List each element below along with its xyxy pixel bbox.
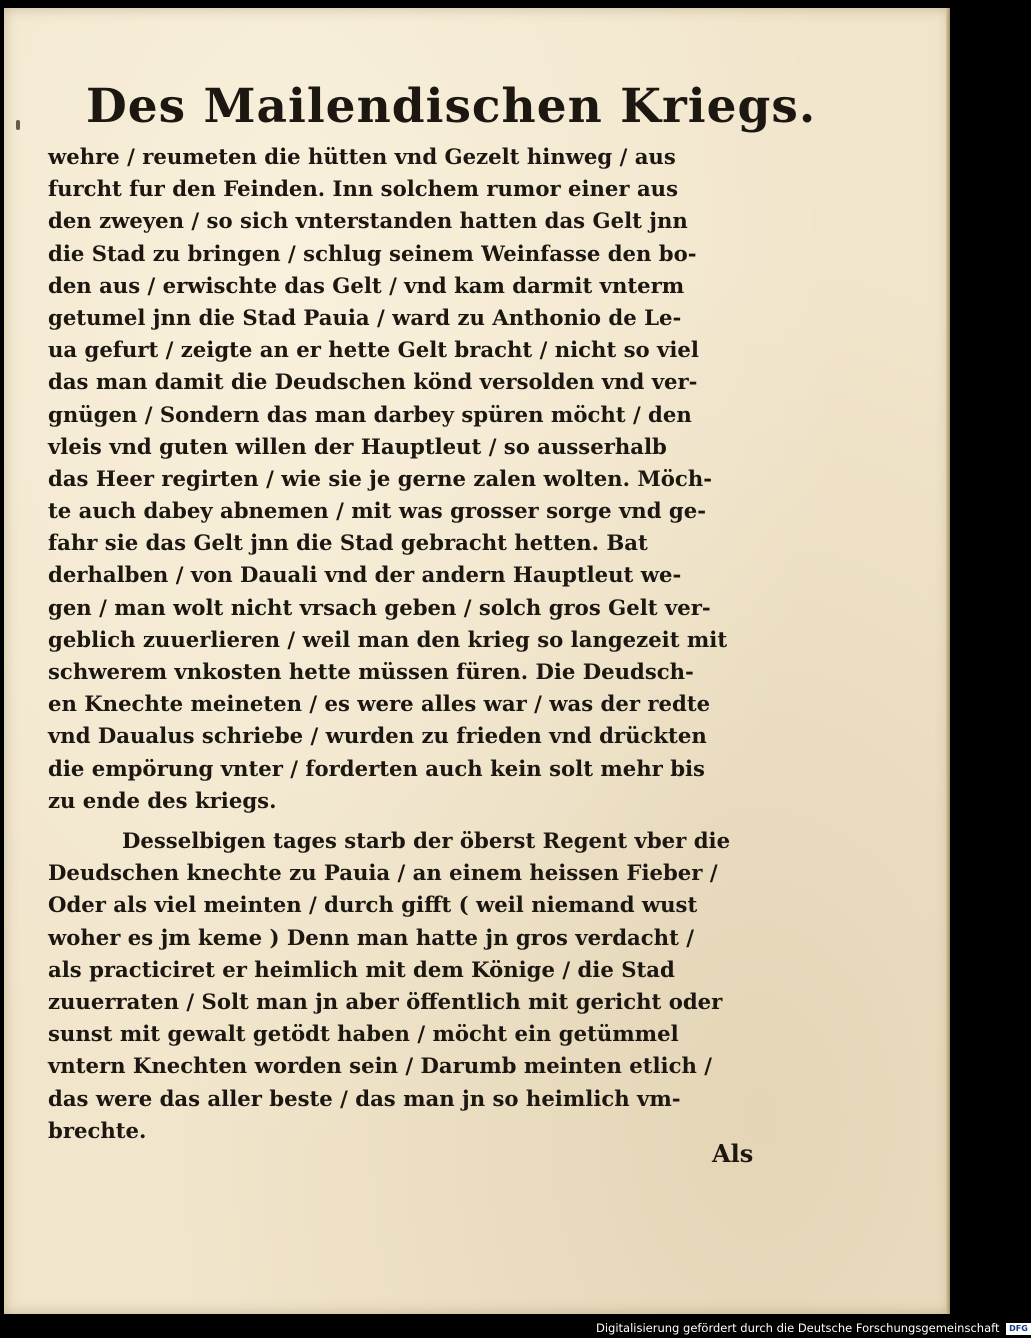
- text-line: te auch dabey abnemen / mit was grosser sorge vnd ge-: [48, 498, 706, 524]
- text-line: den zweyen / so sich vnterstanden hatten das Gelt jnn: [48, 208, 688, 234]
- paragraph-2: [48, 825, 768, 1147]
- book-page: [4, 8, 950, 1314]
- text-line: die Stad zu bringen / schlug seinem Weinfasse den bo-: [48, 240, 697, 266]
- text-line: als practiciret er heimlich mit dem Könige / die Stad: [48, 956, 675, 982]
- text-line: die empörung vnter / forderten auch kein solt mehr bis: [48, 755, 705, 781]
- text-line: zu ende des kriegs.: [48, 787, 277, 813]
- text-line: Oder als viel meinten / durch gifft ( weil niemand wust: [48, 892, 698, 918]
- text-line: derhalben / von Dauali vnd der andern Hauptleut we-: [48, 562, 682, 588]
- text-line: fahr sie das Gelt jnn die Stad gebracht hetten. Bat: [48, 530, 648, 556]
- text-line: ua gefurt / zeigte an er hette Gelt bracht / nicht so viel: [48, 337, 699, 363]
- dfg-logo-icon: DFG: [1006, 1323, 1031, 1335]
- running-title: Des Mailendischen Kriegs.: [86, 79, 817, 134]
- text-line: geblich zuuerlieren / weil man den krieg so langezeit mit: [48, 626, 728, 652]
- text-line: vleis vnd guten willen der Hauptleut / so ausserhalb: [48, 433, 667, 459]
- margin-mark: [16, 120, 20, 130]
- catchword: Als: [712, 1139, 754, 1168]
- text-line: den aus / erwischte das Gelt / vnd kam darmit vnterm: [48, 272, 685, 298]
- text-line: das were das aller beste / das man jn so heimlich vm-: [48, 1085, 681, 1111]
- text-line: getumel jnn die Stad Pauia / ward zu Anthonio de Le-: [48, 304, 682, 330]
- text-line: schwerem vnkosten hette müssen füren. Die Deudsch-: [48, 659, 694, 684]
- text-line: zuuerraten / Solt man jn aber öffentlich mit gericht oder: [48, 988, 723, 1014]
- text-line: Desselbigen tages starb der öberst Regent vber die: [122, 828, 731, 853]
- funding-credit-text: Digitalisierung gefördert durch die Deutsche Forschungsgemeinschaft: [596, 1321, 1000, 1335]
- text-line: vntern Knechten worden sein / Darumb meinten etlich /: [48, 1053, 713, 1079]
- text-line: furcht fur den Feinden. Inn solchem rumor einer aus: [48, 176, 679, 202]
- text-line: das man damit die Deudschen könd versolden vnd ver-: [48, 369, 698, 395]
- text-line: en Knechte meineten / es were alles war / was der redte: [48, 691, 711, 717]
- text-line: gen / man wolt nicht vrsach geben / solch gros Gelt ver-: [48, 594, 711, 620]
- funding-credit: [596, 1318, 1031, 1338]
- text-line: Deudschen knechte zu Pauia / an einem heissen Fieber /: [48, 860, 718, 886]
- text-line: das Heer regirten / wie sie je gerne zalen wolten. Möch-: [48, 465, 713, 491]
- page-edge: [946, 8, 950, 1314]
- text-line: vnd Daualus schriebe / wurden zu frieden vnd drückten: [48, 723, 707, 749]
- text-line: woher es jm keme ) Denn man hatte jn gros verdacht /: [48, 924, 694, 950]
- text-line: wehre / reumeten die hütten vnd Gezelt hinweg / aus: [48, 144, 676, 169]
- text-line: gnügen / Sondern das man darbey spüren möcht / den: [48, 401, 692, 427]
- text-line: brechte.: [48, 1117, 147, 1143]
- text-line: sunst mit gewalt getödt haben / möcht ein getümmel: [48, 1021, 679, 1047]
- paragraph-1: [48, 141, 768, 817]
